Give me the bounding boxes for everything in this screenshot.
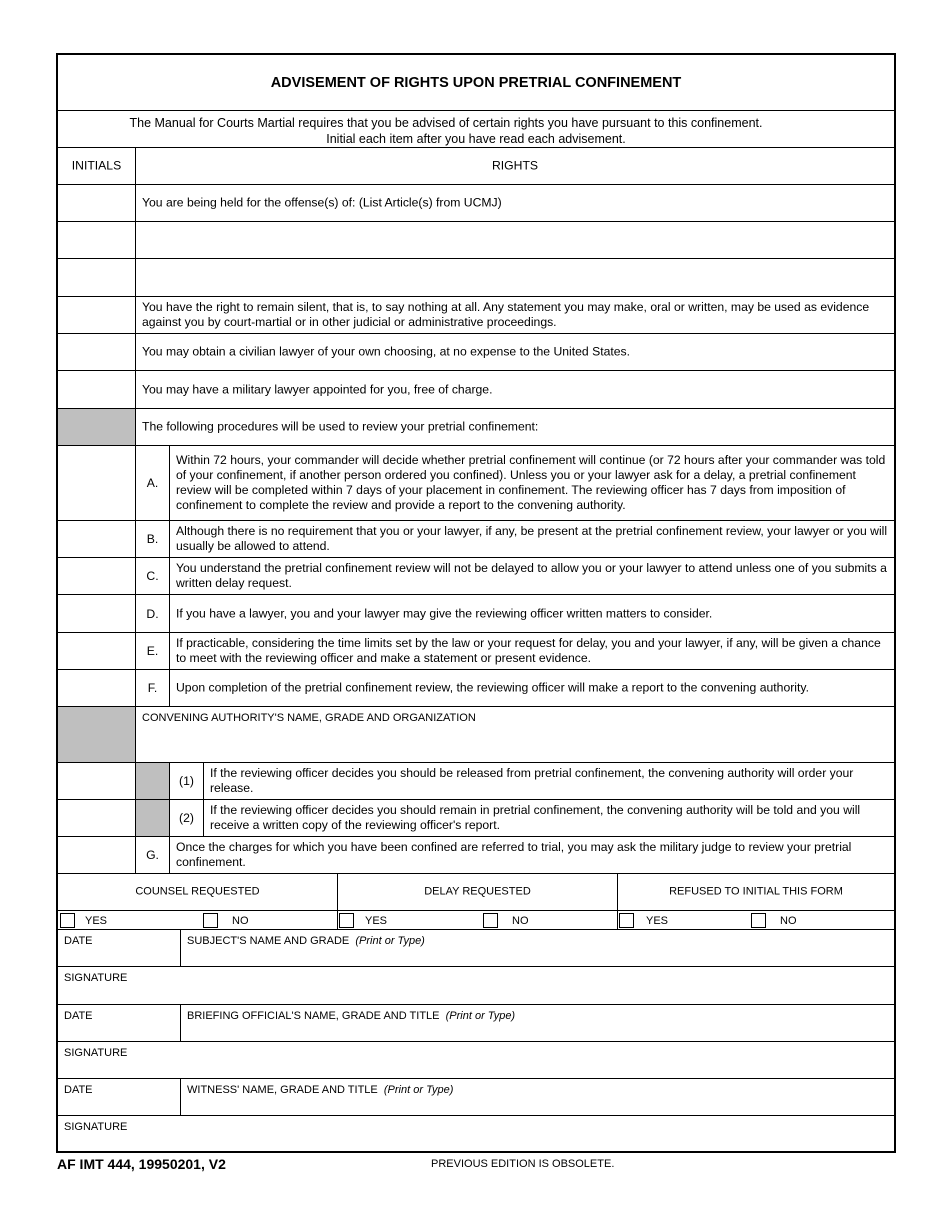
header-row: [58, 148, 894, 185]
shaded-cell: [135, 800, 169, 836]
counsel-yes-checkbox[interactable]: [60, 913, 75, 928]
witness-row: [58, 1079, 894, 1116]
sub-item-row: [58, 763, 894, 800]
initials-field[interactable]: [58, 521, 135, 557]
initials-field[interactable]: [58, 763, 135, 799]
print-type-note: (Print or Type): [445, 1010, 516, 1022]
procedure-letter: B.: [146, 532, 159, 546]
initials-field[interactable]: [58, 800, 135, 836]
procedure-letter: A.: [146, 476, 159, 490]
procedure-row: [58, 446, 894, 521]
subject-row: [58, 930, 894, 967]
initials-field[interactable]: [58, 185, 135, 221]
military-lawyer-text: You may have a military lawyer appointed for you, free of charge.: [142, 382, 493, 396]
procedure-text: You understand the pretrial confinement review will not be delayed to allow you or your lawyer to attend unless one of you submits a written delay request.: [176, 561, 887, 590]
procedure-letter: C.: [146, 569, 159, 583]
signature-label: SIGNATURE: [64, 1121, 128, 1133]
procedure-row: [58, 633, 894, 670]
procedure-row: [58, 670, 894, 707]
military-lawyer-row: [58, 371, 894, 409]
refused-no-checkbox[interactable]: [751, 913, 766, 928]
signature-label: SIGNATURE: [64, 1047, 128, 1059]
sub-item-text: If the reviewing officer decides you should remain in pretrial confinement, the convening authority will be told and you will receive a written copy of the reviewing officer's report.: [210, 803, 861, 832]
delay-no-checkbox[interactable]: [483, 913, 498, 928]
shaded-cell: [135, 763, 169, 799]
procedure-text: Upon completion of the pretrial confinement review, the reviewing officer will make a report to the convening authority.: [176, 680, 809, 695]
initials-field[interactable]: [58, 371, 135, 408]
counsel-no-checkbox[interactable]: [203, 913, 218, 928]
offense-entry-field[interactable]: [135, 222, 894, 258]
initials-field[interactable]: [58, 222, 135, 258]
sub-item-number: (1): [179, 774, 194, 788]
yes-label: YES: [646, 915, 669, 927]
procedures-text: The following procedures will be used to review your pretrial confinement:: [142, 419, 539, 434]
form-title: ADVISEMENT OF RIGHTS UPON PRETRIAL CONFINEMENT: [270, 74, 682, 91]
witness-name-field[interactable]: [180, 1079, 894, 1115]
obsolete-notice: PREVIOUS EDITION IS OBSOLETE.: [431, 1158, 615, 1170]
no-label: NO: [232, 915, 249, 927]
briefing-signature-row[interactable]: [58, 1042, 894, 1079]
offense-blank-row: [58, 222, 894, 259]
briefing-name-label: BRIEFING OFFICIAL'S NAME, GRADE AND TITLE: [187, 1010, 440, 1022]
convening-row: [58, 707, 894, 763]
subject-name-field[interactable]: [180, 930, 894, 966]
form-id: AF IMT 444, 19950201, V2: [57, 1156, 226, 1172]
initials-header: INITIALS: [71, 158, 122, 173]
sub-item-row: [58, 800, 894, 837]
yes-label: YES: [85, 915, 108, 927]
intro-row: [58, 111, 894, 148]
delay-requested-label: DELAY REQUESTED: [424, 885, 531, 898]
print-type-note: (Print or Type): [383, 1084, 454, 1096]
initials-field[interactable]: [58, 334, 135, 370]
date-label: DATE: [64, 1010, 93, 1022]
options-header-row: [58, 874, 894, 911]
date-label: DATE: [64, 935, 93, 947]
civilian-lawyer-text: You may obtain a civilian lawyer of your own choosing, at no expense to the United States.: [142, 344, 631, 359]
procedure-text: If practicable, considering the time limits set by the law or your request for delay, you and your lawyer, if any, will be given a chance to meet with the reviewing officer and make a statement or present evidence.: [176, 636, 881, 665]
briefing-row: [58, 1005, 894, 1042]
procedure-letter: G.: [146, 848, 159, 862]
witness-date-field[interactable]: [58, 1079, 180, 1115]
silent-text: You have the right to remain silent, that is, to say nothing at all. Any statement you may make, oral or written, may be used as evidence against you by court-martial or in other judicial or administrative proceedings.: [142, 300, 870, 329]
pretrial-confinement-form: [56, 53, 896, 1153]
procedure-text: Within 72 hours, your commander will decide whether pretrial confinement will continue (or 72 hours after your commander was told of your confinement, if another person ordered you confined). Unless you or your lawyer ask for a delay, a pretrial confinement review will be completed within 7 days of your placement in confinement. The reviewing officer has 7 days from imposition of confinement to complete the review and provide a report to the convening authority.: [176, 453, 886, 512]
initials-field[interactable]: [58, 595, 135, 632]
briefing-name-field[interactable]: [180, 1005, 894, 1041]
procedure-text: If you have a lawyer, you and your lawyer may give the reviewing officer written matters to consider.: [176, 606, 713, 620]
offense-blank-row: [58, 259, 894, 297]
counsel-requested-label: COUNSEL REQUESTED: [135, 885, 260, 898]
witness-signature-row[interactable]: [58, 1116, 894, 1153]
initials-field[interactable]: [58, 558, 135, 594]
procedure-letter: F.: [147, 681, 158, 695]
initials-field[interactable]: [58, 446, 135, 520]
offense-row: [58, 185, 894, 222]
silent-row: [58, 297, 894, 334]
shaded-cell: [58, 409, 135, 445]
intro-line-2: Initial each item after you have read each advisement.: [326, 132, 626, 146]
date-label: DATE: [64, 1084, 93, 1096]
shaded-cell: [58, 707, 135, 762]
title-row: [58, 55, 894, 111]
procedure-row: [58, 595, 894, 633]
briefing-date-field[interactable]: [58, 1005, 180, 1041]
delay-yes-checkbox[interactable]: [339, 913, 354, 928]
subject-date-field[interactable]: [58, 930, 180, 966]
signature-label: SIGNATURE: [64, 972, 128, 984]
subject-signature-row[interactable]: [58, 967, 894, 1005]
civilian-lawyer-row: [58, 334, 894, 371]
initials-field[interactable]: [58, 837, 135, 873]
convening-field[interactable]: [135, 707, 894, 762]
sub-item-number: (2): [179, 811, 194, 825]
intro-line-1: The Manual for Courts Martial requires that you be advised of certain rights you have pursuant to this confinement.: [129, 116, 763, 130]
procedure-text: Although there is no requirement that you or your lawyer, if any, be present at the pretrial confinement review, your lawyer or you will usually be allowed to attend.: [176, 524, 888, 553]
yes-label: YES: [365, 915, 388, 927]
procedure-row: [58, 837, 894, 874]
initials-field[interactable]: [58, 670, 135, 706]
procedures-row: [58, 409, 894, 446]
offense-entry-field[interactable]: [135, 259, 894, 296]
rights-header: RIGHTS: [491, 158, 539, 173]
witness-name-label: WITNESS' NAME, GRADE AND TITLE: [187, 1084, 378, 1096]
initials-field[interactable]: [58, 259, 135, 296]
refused-label: REFUSED TO INITIAL THIS FORM: [669, 885, 843, 898]
initials-field[interactable]: [58, 633, 135, 669]
no-label: NO: [780, 915, 797, 927]
refused-yes-checkbox[interactable]: [619, 913, 634, 928]
options-checkbox-row: [58, 911, 894, 930]
subject-name-label: SUBJECT'S NAME AND GRADE: [187, 935, 350, 947]
procedure-row: [58, 521, 894, 558]
convening-label: CONVENING AUTHORITY'S NAME, GRADE AND ORGANIZATION: [142, 712, 476, 724]
no-label: NO: [512, 915, 529, 927]
initials-field[interactable]: [58, 297, 135, 333]
offense-text: You are being held for the offense(s) of: (List Article(s) from UCMJ): [142, 195, 502, 210]
sub-item-text: If the reviewing officer decides you should be released from pretrial confinement, the convening authority will order your release.: [210, 766, 854, 795]
print-type-note: (Print or Type): [355, 935, 425, 947]
procedure-letter: D.: [146, 606, 159, 621]
procedure-letter: E.: [146, 644, 159, 658]
procedure-row: [58, 558, 894, 595]
procedure-text: Once the charges for which you have been confined are referred to trial, you may ask the military judge to review your pretrial confinement.: [176, 840, 852, 869]
